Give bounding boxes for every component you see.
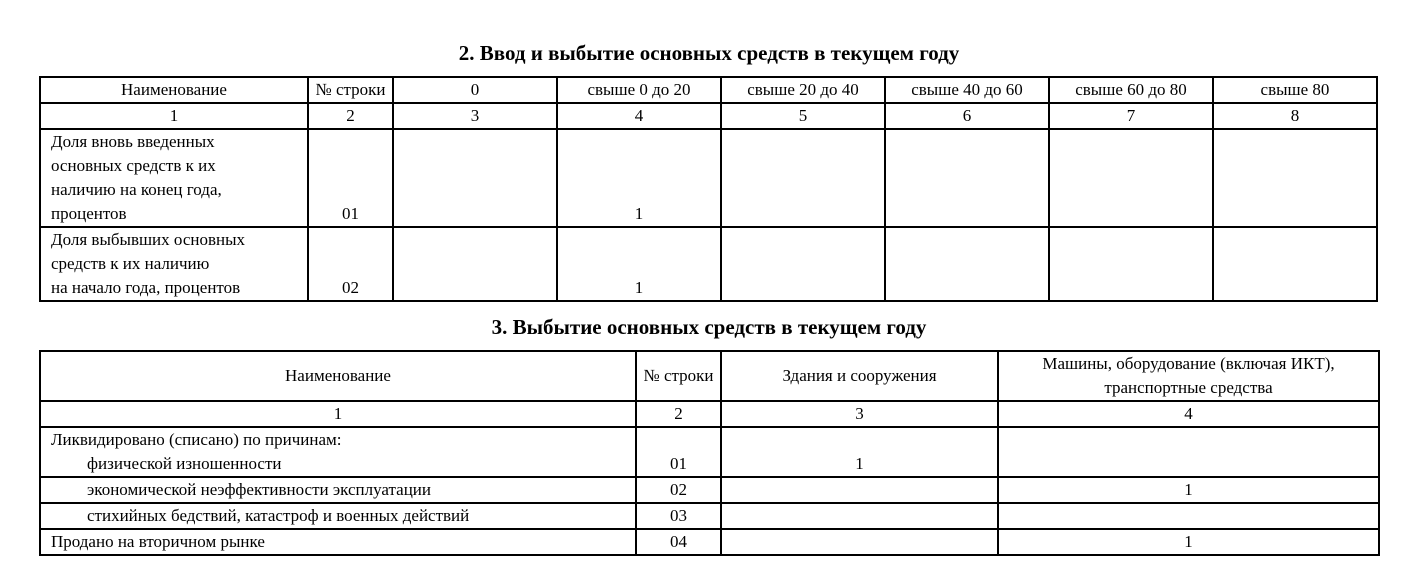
value-cell [1049,129,1213,227]
table-row [40,529,1379,555]
row-code: 01 [308,129,393,227]
table-row [40,129,1377,227]
table-row [40,227,1377,301]
value-cell: 1 [557,129,721,227]
table-row [40,427,1379,477]
column-number: 1 [40,103,308,129]
section3-number-row [40,401,1379,427]
column-number: 3 [721,401,998,427]
row-name: экономической неэффективности эксплуатации [40,477,636,503]
value-cell [1213,227,1377,301]
header-machines [998,351,1379,401]
value-machines: 1 [998,529,1379,555]
value-buildings [721,503,998,529]
value-cell [721,129,885,227]
row-name: физической изношенности [87,454,282,473]
value-cell [393,227,557,301]
row-name-line: средств к их наличию [51,254,210,273]
header-col-0-20: свыше 0 до 20 [557,77,721,103]
value-cell [885,129,1049,227]
section3-header-row [40,351,1379,401]
row-name-line: процентов [51,204,127,223]
section3-title: 3. Выбытие основных средств в текущем году [491,315,927,339]
row-code: 04 [636,529,721,555]
section2-title: 2. Ввод и выбытие основных средств в текущем году [458,41,960,65]
row-code: 02 [636,477,721,503]
value-buildings [721,529,998,555]
header-machines-line: Машины, оборудование (включая ИКТ), [1042,354,1335,373]
value-cell [885,227,1049,301]
row-code: 03 [636,503,721,529]
section2-header-row [40,77,1377,103]
value-machines [998,503,1379,529]
header-col-0: 0 [393,77,557,103]
group-label: Ликвидировано (списано) по причинам: [51,430,342,449]
section2-number-row [40,103,1377,129]
header-machines-line: транспортные средства [1104,378,1273,397]
header-name: Наименование [40,351,636,401]
row-code: 02 [308,227,393,301]
value-cell [393,129,557,227]
header-col-40-60: свыше 40 до 60 [885,77,1049,103]
row-name-line: Доля вновь введенных [51,132,215,151]
header-buildings: Здания и сооружения [721,351,998,401]
column-number: 8 [1213,103,1377,129]
column-number: 2 [636,401,721,427]
column-number: 4 [998,401,1379,427]
value-buildings [721,477,998,503]
row-name: Продано на вторичном рынке [40,529,636,555]
header-col-20-40: свыше 20 до 40 [721,77,885,103]
row-name: стихийных бедствий, катастроф и военных действий [40,503,636,529]
row-name-line: наличию на конец года, [51,180,222,199]
column-number: 1 [40,401,636,427]
row-name-cell [40,227,308,301]
value-machines [998,427,1379,477]
value-cell [1213,129,1377,227]
row-name-line: основных средств к их [51,156,216,175]
column-number: 4 [557,103,721,129]
column-number: 5 [721,103,885,129]
value-cell [721,227,885,301]
section3-table [39,350,1380,556]
header-row-number: № строки [636,351,721,401]
row-name-cell [40,427,636,477]
section2-table [39,76,1378,302]
header-col-80: свыше 80 [1213,77,1377,103]
value-machines: 1 [998,477,1379,503]
row-name-line: Доля выбывших основных [51,230,246,249]
header-row-number: № строки [308,77,393,103]
value-cell [1049,227,1213,301]
table-row [40,503,1379,529]
column-number: 6 [885,103,1049,129]
table-row [40,477,1379,503]
row-name-cell [40,129,308,227]
column-number: 3 [393,103,557,129]
value-cell: 1 [557,227,721,301]
value-buildings: 1 [721,427,998,477]
row-code: 01 [636,427,721,477]
row-name-line: на начало года, процентов [51,278,241,297]
column-number: 7 [1049,103,1213,129]
header-col-60-80: свыше 60 до 80 [1049,77,1213,103]
column-number: 2 [308,103,393,129]
header-name: Наименование [40,77,308,103]
